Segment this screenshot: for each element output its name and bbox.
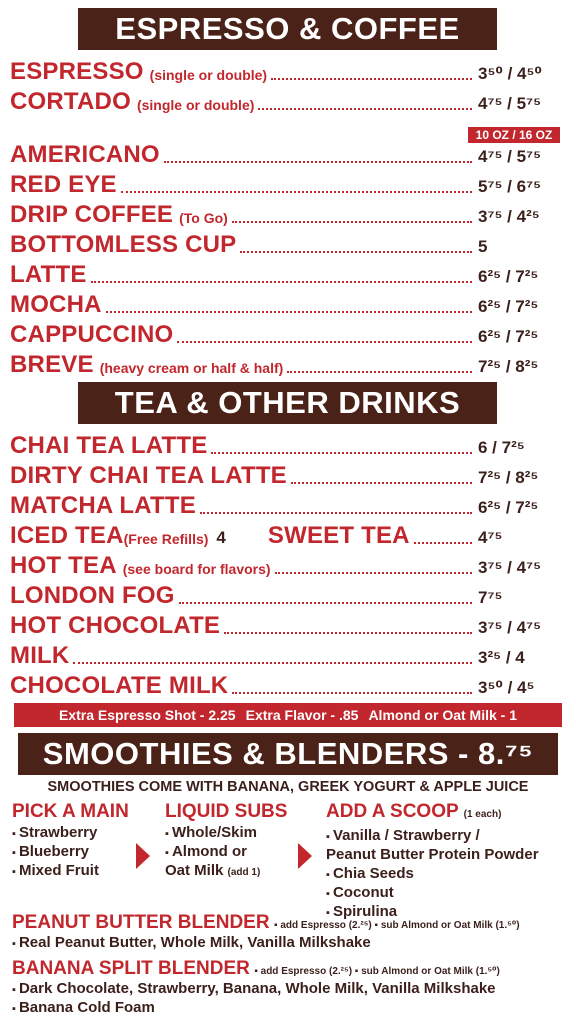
section-header-smoothies: SMOOTHIES & BLENDERS - 8.⁷⁵: [18, 733, 558, 775]
menu-item-bottomless-cup: BOTTOMLESS CUP 5: [10, 231, 488, 258]
menu-item-london-fog: LONDON FOG 7⁷⁵: [10, 582, 503, 609]
menu-item-cortado: CORTADO (single or double) 4⁷⁵ / 5⁷⁵: [10, 88, 542, 115]
peanut-butter-blender: PEANUT BUTTER BLENDER ▪ add Espresso (2.²⁵) ▪ sub Almond or Oat Milk (1.⁵⁰) ▪ Real Peanut Butter, Whole Milk, Vanilla Milkshake: [12, 912, 568, 953]
menu-item-mocha: MOCHA 6²⁵ / 7²⁵: [10, 291, 539, 318]
menu-item-cappuccino: CAPPUCCINO 6²⁵ / 7²⁵: [10, 321, 539, 348]
liquid-subs: LIQUID SUBS ▪ Whole/Skim ▪ Almond or Oat Milk (add 1): [165, 800, 287, 882]
menu-item-hot-tea: HOT TEA (see board for flavors) 3⁷⁵ / 4⁷⁵: [10, 552, 542, 579]
section-header-tea: TEA & OTHER DRINKS: [78, 382, 497, 424]
menu-item-matcha-latte: MATCHA LATTE 6²⁵ / 7²⁵: [10, 492, 539, 519]
arrow-right-icon: [298, 843, 312, 869]
menu-item-latte: LATTE 6²⁵ / 7²⁵: [10, 261, 539, 288]
extra-espresso-shot: Extra Espresso Shot - 2.25: [58, 707, 236, 723]
menu-item-drip-coffee: DRIP COFFEE (To Go) 3⁷⁵ / 4²⁵: [10, 201, 540, 228]
menu-item-chai-tea-latte: CHAI TEA LATTE 6 / 7²⁵: [10, 432, 525, 459]
menu-item-dirty-chai: DIRTY CHAI TEA LATTE 7²⁵ / 8²⁵: [10, 462, 539, 489]
pick-a-main: PICK A MAIN ▪ Strawberry ▪ Blueberry ▪ Mixed Fruit: [12, 800, 129, 881]
extra-flavor: Extra Flavor - .85: [245, 707, 359, 723]
menu-item-milk: MILK 3²⁵ / 4: [10, 642, 525, 669]
add-a-scoop: ADD A SCOOP (1 each) ▪ Vanilla / Strawberry / Peanut Butter Protein Powder ▪ Chia Seeds ▪ Coconut ▪ Spirulina: [326, 800, 539, 922]
menu-item-iced-sweet-tea: ICED TEA (Free Refills) 4 SWEET TEA 4⁷⁵: [10, 522, 503, 549]
extra-alt-milk: Almond or Oat Milk - 1: [368, 707, 518, 723]
menu-item-americano: AMERICANO 4⁷⁵ / 5⁷⁵: [10, 141, 542, 168]
menu-item-chocolate-milk: CHOCOLATE MILK 3⁵⁰ / 4⁵: [10, 672, 535, 699]
size-badge: 10 OZ / 16 OZ: [468, 127, 560, 143]
extras-bar: [14, 703, 562, 727]
menu-item-hot-chocolate: HOT CHOCOLATE 3⁷⁵ / 4⁷⁵: [10, 612, 542, 639]
section-header-coffee: ESPRESSO & COFFEE: [78, 8, 497, 50]
menu-item-espresso: ESPRESSO (single or double) 3⁵⁰ / 4⁵⁰: [10, 58, 542, 85]
banana-split-blender: BANANA SPLIT BLENDER ▪ add Espresso (2.²⁵) ▪ sub Almond or Oat Milk (1.⁵⁰) ▪ Dark Chocolate, Strawberry, Banana, Whole Milk, Vanilla Milkshake ▪ Banana Cold Foam: [12, 958, 568, 1018]
arrow-right-icon: [136, 843, 150, 869]
menu-item-red-eye: RED EYE 5⁷⁵ / 6⁷⁵: [10, 171, 542, 198]
smoothies-subtitle: SMOOTHIES COME WITH BANANA, GREEK YOGURT & APPLE JUICE: [47, 779, 529, 795]
menu-item-breve: BREVE (heavy cream or half & half) 7²⁵ / 8²⁵: [10, 351, 539, 378]
